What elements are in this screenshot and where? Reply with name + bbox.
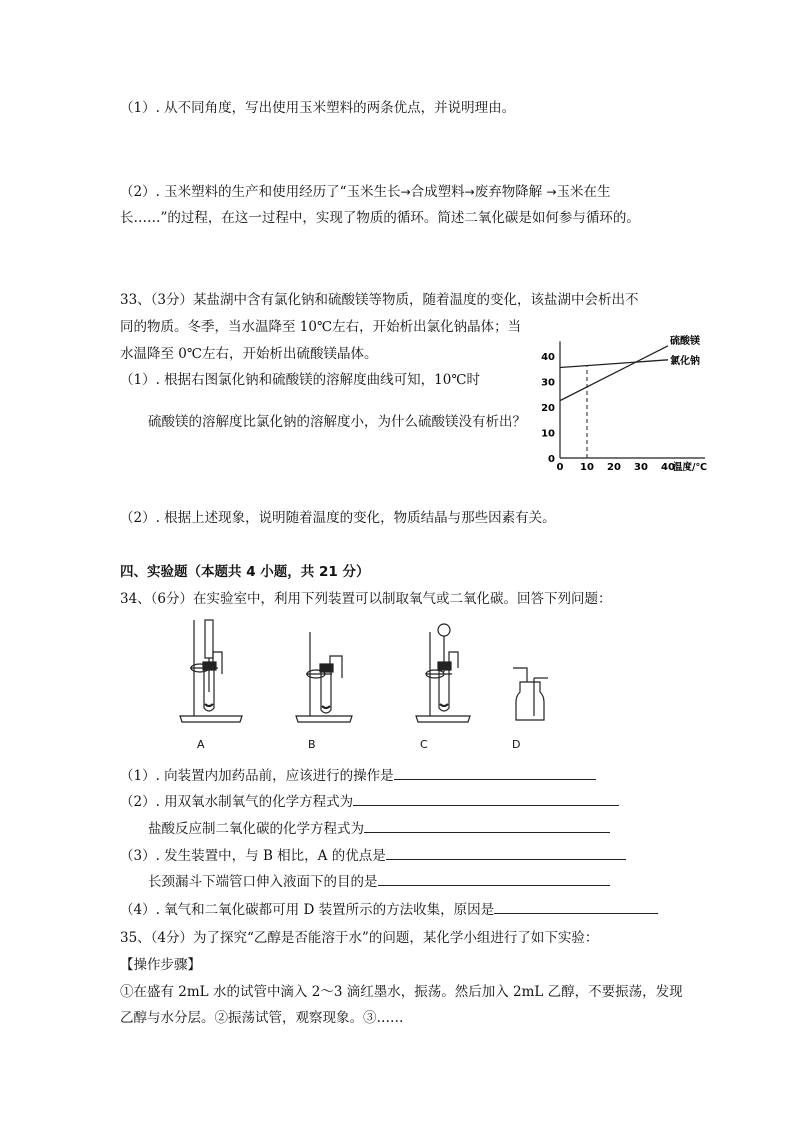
q34-part3b-text: 长颈漏斗下端管口伸入液面下的目的是 bbox=[148, 874, 378, 890]
x-tick-label: 40 bbox=[661, 462, 675, 473]
q34-part2b bbox=[148, 817, 610, 837]
y-tick-label: 20 bbox=[541, 403, 555, 414]
q32-part2-text-a: （2）. 玉米塑料的生产和使用经历了“玉米生长 bbox=[120, 184, 401, 200]
q33-part1-line1: （1）. 根据右图氯化钠和硫酸镁的溶解度曲线可知，10℃时 bbox=[120, 372, 480, 388]
q32-part2-line2: 长……”的过程，在这一过程中，实现了物质的循环。简述二氧化碳是如何参与循环的。 bbox=[120, 210, 640, 226]
apparatus-d-drawing bbox=[513, 668, 548, 720]
y-tick-label: 10 bbox=[541, 428, 555, 440]
q34-part3b bbox=[148, 870, 610, 890]
q35-intro: 35、（4分）为了探究“乙醇是否能溶于水”的问题，某化学小组进行了如下实验： bbox=[120, 930, 599, 946]
arrow-icon: → bbox=[464, 185, 475, 199]
q32-part2-text-c: 废弃物降解 bbox=[474, 184, 547, 200]
q33-intro-line1: 33、（3分）某盐湖中含有氯化钠和硫酸镁等物质，随着温度的变化，该盐湖中会析出不 bbox=[120, 292, 639, 308]
q34-part2b-text: 盐酸反应制二氧化碳的化学方程式为 bbox=[148, 821, 364, 837]
q33-intro-line2: 同的物质。冬季，当水温降至 10℃左右，开始析出氯化钠晶体；当 bbox=[120, 319, 522, 335]
x-tick-label: 20 bbox=[607, 462, 621, 473]
q32-part1: （1）. 从不同角度，写出使用玉米塑料的两条优点，并说明理由。 bbox=[120, 100, 516, 116]
q34-part4-text: （4）. 氧气和二氧化碳都可用 D 装置所示的方法收集，原因是 bbox=[120, 902, 495, 918]
answer-blank[interactable] bbox=[386, 845, 626, 860]
q33-part1-line2: 硫酸镁的溶解度比氯化钠的溶解度小，为什么硫酸镁没有析出？ bbox=[148, 414, 526, 430]
q34-part4 bbox=[120, 898, 658, 918]
answer-blank[interactable] bbox=[364, 818, 610, 833]
apparatus-figure bbox=[170, 612, 570, 762]
x-tick-label: 0 bbox=[556, 462, 564, 473]
apparatus-label-c: C bbox=[420, 738, 428, 751]
q33-intro-line3: 水温降至 0℃左右，开始析出硫酸镁晶体。 bbox=[120, 346, 378, 362]
x-axis-label: 温度/℃ bbox=[673, 462, 707, 473]
q32-part2-text-b: 合成塑料 bbox=[410, 184, 465, 200]
q35-steps-title: 【操作步骤】 bbox=[120, 957, 201, 973]
apparatus-a-drawing bbox=[180, 620, 242, 722]
series-label-0: 硫酸镁 bbox=[670, 335, 700, 347]
q34-intro: 34、（6分）在实验室中，利用下列装置可以制取氧气或二氧化碳。回答下列问题： bbox=[120, 591, 612, 607]
series-line-1 bbox=[560, 360, 668, 368]
q34-part3-text: （3）. 发生装置中，与 B 相比，A 的优点是 bbox=[120, 848, 386, 864]
x-tick-label: 30 bbox=[634, 462, 648, 473]
answer-blank[interactable] bbox=[353, 791, 619, 806]
series-line-0 bbox=[560, 346, 668, 401]
answer-blank[interactable] bbox=[494, 899, 658, 914]
y-tick-label: 40 bbox=[541, 352, 555, 363]
apparatus-b-drawing bbox=[296, 632, 352, 722]
q33-part2: （2）. 根据上述现象，说明随着温度的变化，物质结晶与那些因素有关。 bbox=[120, 510, 556, 526]
q34-part1-text: （1）. 向装置内加药品前，应该进行的操作是 bbox=[120, 768, 394, 784]
answer-blank[interactable] bbox=[394, 765, 596, 780]
x-tick-label: 10 bbox=[580, 462, 594, 473]
q35-step-line1: ①在盛有 2mL 水的试管中滴入 2～3 滴红墨水，振荡。然后加入 2mL 乙醇，不要振荡，发现 bbox=[120, 984, 683, 1000]
q34-part2 bbox=[120, 790, 619, 810]
q35-step-line2: 乙醇与水分层。②振荡试管，观察现象。③…… bbox=[120, 1010, 404, 1026]
section4-heading: 四、实验题（本题共 4 小题，共 21 分） bbox=[120, 564, 370, 580]
apparatus-label-b: B bbox=[308, 738, 316, 751]
q34-part2-text: （2）. 用双氧水制氧气的化学方程式为 bbox=[120, 794, 354, 810]
q32-part2-text-d: 玉米在生 bbox=[556, 184, 611, 200]
apparatus-label-a: A bbox=[197, 738, 205, 751]
q32-part2-line1 bbox=[120, 180, 611, 200]
solubility-chart bbox=[530, 320, 760, 480]
arrow-icon: → bbox=[546, 185, 557, 199]
q34-part3 bbox=[120, 844, 626, 864]
y-tick-label: 30 bbox=[541, 377, 555, 389]
answer-blank[interactable] bbox=[378, 871, 610, 886]
series-label-1: 氯化钠 bbox=[670, 355, 700, 367]
y-tick-label: 0 bbox=[548, 454, 555, 465]
apparatus-label-d: D bbox=[512, 738, 521, 751]
apparatus-c-drawing bbox=[416, 624, 470, 722]
q34-part1 bbox=[120, 764, 596, 784]
arrow-icon: → bbox=[400, 185, 411, 199]
